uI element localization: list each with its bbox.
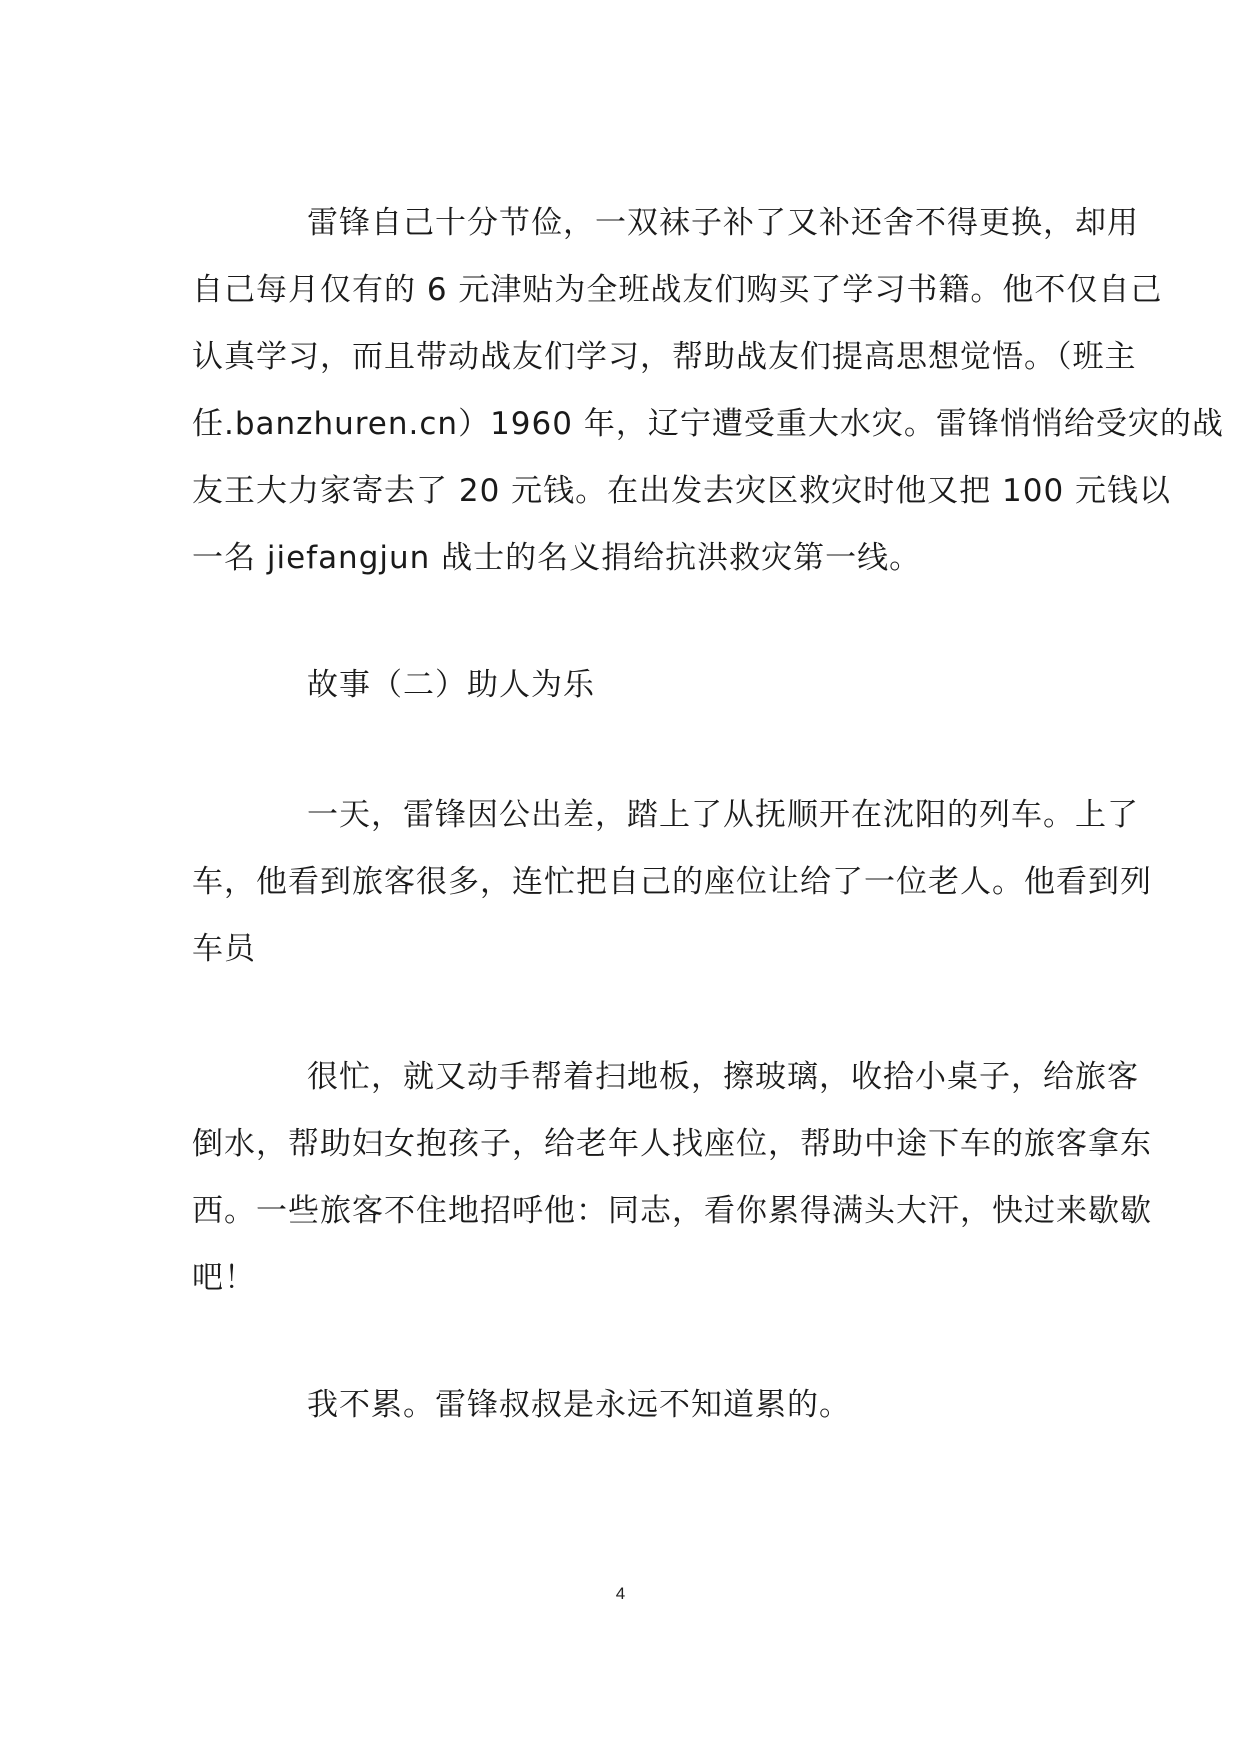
- paragraph-5-line-1: 我不累。雷锋叔叔是永远不知道累的。: [307, 1387, 851, 1423]
- paragraph-1-line-1: 雷锋自己十分节俭，一双袜子补了又补还舍不得更换，却用: [307, 205, 1139, 241]
- paragraph-1-line-3: 认真学习，而且带动战友们学习，帮助战友们提高思想觉悟。（班主: [192, 339, 1137, 375]
- paragraph-3-line-1: 一天，雷锋因公出差，踏上了从抚顺开在沈阳的列车。上了: [307, 797, 1139, 833]
- paragraph-1-line-4: 任.banzhuren.cn）1960 年，辽宁遭受重大水灾。雷锋悄悄给受灾的战: [192, 406, 1224, 442]
- page-number: 4: [615, 1584, 626, 1603]
- paragraph-3-line-3: 车员: [192, 931, 256, 967]
- paragraph-4-line-1: 很忙，就又动手帮着扫地板，擦玻璃，收拾小桌子，给旅客: [307, 1059, 1139, 1095]
- paragraph-1-line-6: 一名 jiefangjun 战士的名义捐给抗洪救灾第一线。: [192, 540, 922, 576]
- paragraph-4-line-2: 倒水，帮助妇女抱孩子，给老年人找座位，帮助中途下车的旅客拿东: [192, 1126, 1152, 1162]
- paragraph-4-line-4: 吧！: [192, 1260, 256, 1296]
- section-heading: 故事（二）助人为乐: [307, 667, 595, 703]
- paragraph-3-line-2: 车，他看到旅客很多，连忙把自己的座位让给了一位老人。他看到列: [192, 864, 1152, 900]
- paragraph-1-line-2: 自己每月仅有的 6 元津贴为全班战友们购买了学习书籍。他不仅自己: [192, 272, 1163, 308]
- paragraph-1-line-5: 友王大力家寄去了 20 元钱。在出发去灾区救灾时他又把 100 元钱以: [192, 473, 1172, 509]
- paragraph-4-line-3: 西。一些旅客不住地招呼他：同志，看你累得满头大汗，快过来歇歇: [192, 1193, 1152, 1229]
